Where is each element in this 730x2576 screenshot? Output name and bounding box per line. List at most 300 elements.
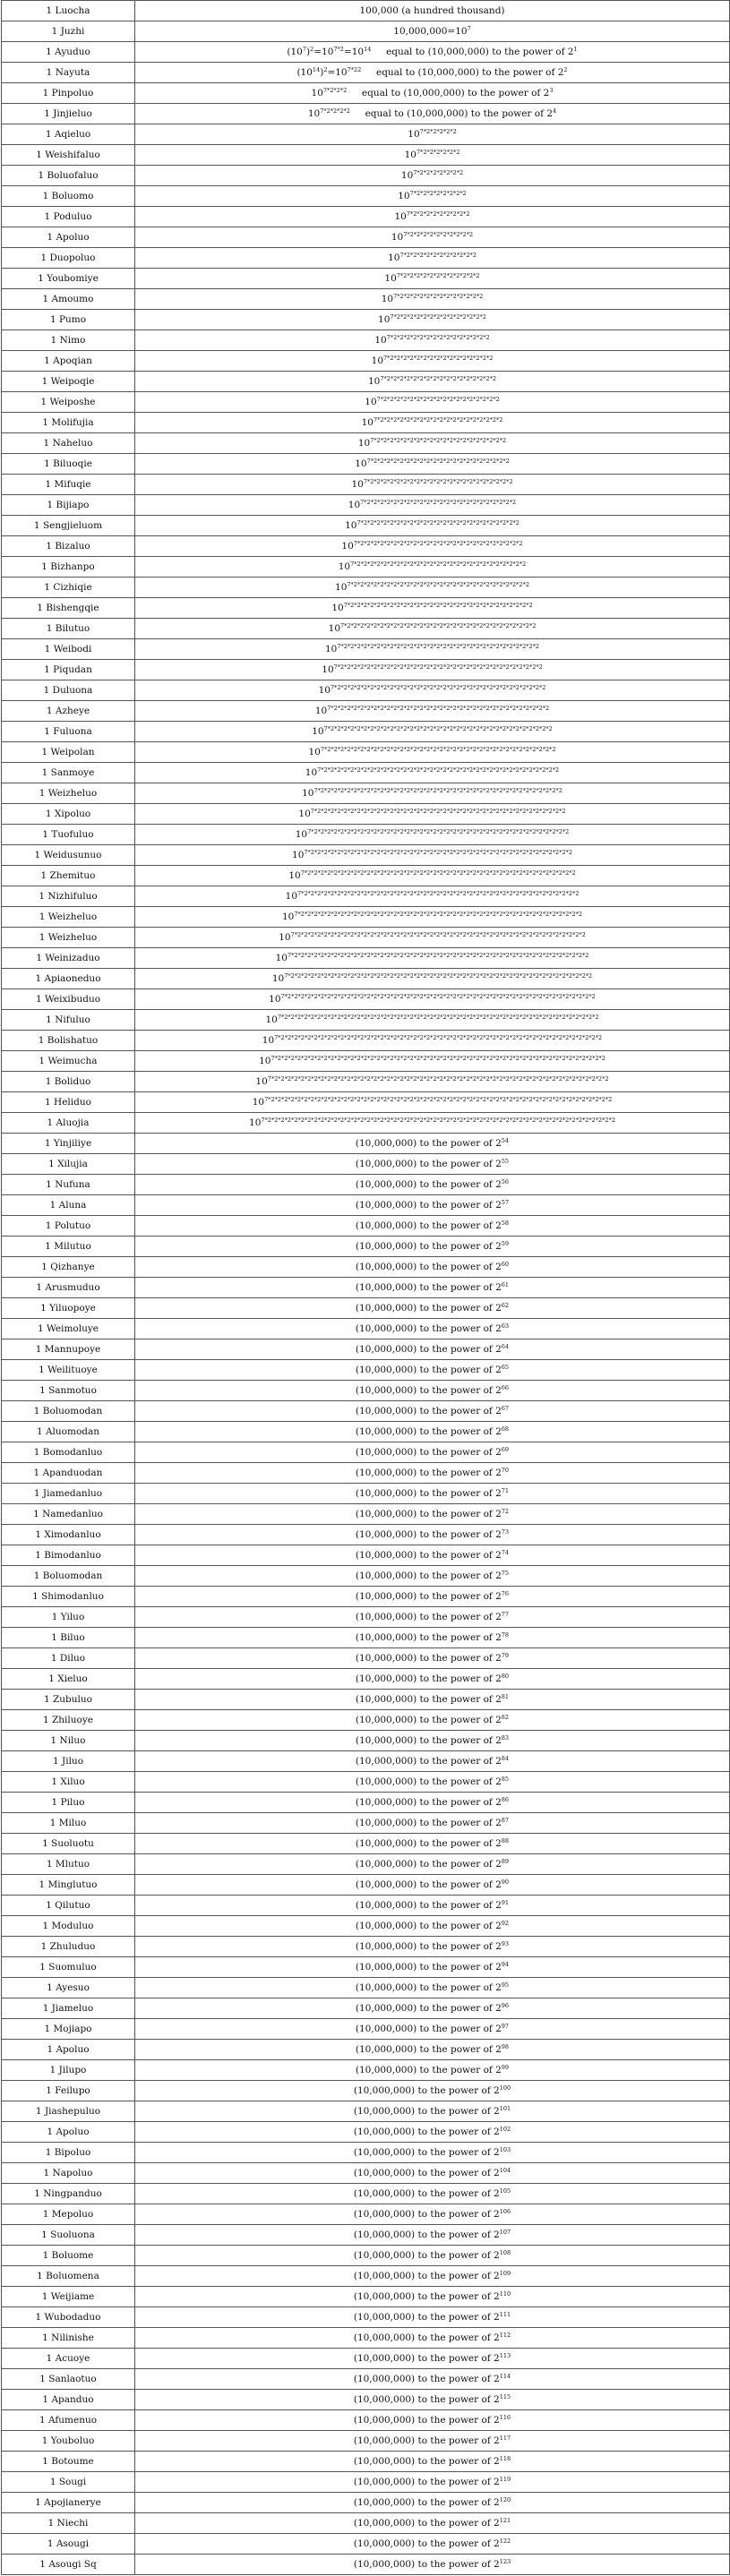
- table-row: [2, 516, 730, 536]
- unit-value-cell: (10,000,000) to the power of $2^{115}$: [135, 2390, 730, 2410]
- table-row: [2, 1072, 730, 1092]
- table-row: [2, 2081, 730, 2101]
- table-row: [2, 1154, 730, 1175]
- unit-name-cell: 1 Weishifaluo: [2, 145, 135, 166]
- unit-value-cell: (10,000,000) to the power of $2^{65}$: [135, 1360, 730, 1381]
- unit-name-cell: 1 Luocha: [2, 1, 135, 21]
- unit-name-cell: 1 Jiashepuluo: [2, 2101, 135, 2122]
- table-row: [2, 2534, 730, 2555]
- unit-name-cell: 1 Nilinishe: [2, 2328, 135, 2349]
- unit-name-cell: 1 Boliduo: [2, 1072, 135, 1092]
- table-row: [2, 269, 730, 289]
- unit-name-cell: 1 Qilutuo: [2, 1896, 135, 1916]
- unit-value-cell: (10,000,000) to the power of $2^{105}$: [135, 2184, 730, 2204]
- table-row: [2, 1134, 730, 1154]
- unit-name-cell: 1 Sengjieluom: [2, 516, 135, 536]
- unit-name-cell: 1 Bomodanluo: [2, 1442, 135, 1463]
- table-row: [2, 2204, 730, 2225]
- unit-value-cell: (10,000,000) to the power of $2^{88}$: [135, 1834, 730, 1854]
- unit-name-cell: 1 Molifujia: [2, 413, 135, 433]
- unit-name-cell: 1 Niechi: [2, 2513, 135, 2534]
- unit-value-cell: $10^{7*2*2*2*2*2*2*2*2*2*2*2*2*2*2*2*2*2*2*2*2*2*2*2*2*2*2*2*2*2*2*2*2*2*2*2*2*2*2*2*2}$: [135, 845, 730, 866]
- table-row: [2, 1669, 730, 1690]
- unit-name-cell: 1 Nifuluo: [2, 1010, 135, 1031]
- table-row: [2, 1854, 730, 1875]
- unit-name-cell: 1 Weipoqie: [2, 372, 135, 392]
- unit-value-cell: $10^{7*2*2*2*2*2*2*2*2*2*2*2*2*2*2*2*2*2*2*2*2*2*2*2*2*2*2*2*2*2*2*2*2*2*2*2*2*2*2*2*2*2*2*2*2*2*2}$: [135, 969, 730, 989]
- unit-value-cell: $10^{7*2*2*2*2*2*2*2*2}$: [135, 186, 730, 207]
- unit-name-cell: 1 Apanduo: [2, 2390, 135, 2410]
- unit-value-cell: (10,000,000) to the power of $2^{72}$: [135, 1504, 730, 1525]
- unit-value-cell: $10^{7*2*2*2*2*2*2*2*2*2*2*2*2*2*2*2*2*2*2*2*2*2*2*2*2*2*2*2*2*2*2*2}$: [135, 660, 730, 680]
- unit-name-cell: 1 Aluojia: [2, 1113, 135, 1134]
- table-row: [2, 454, 730, 475]
- unit-name-cell: 1 Jiluo: [2, 1751, 135, 1772]
- table-row: [2, 2493, 730, 2513]
- unit-name-cell: 1 Asougi Sq: [2, 2555, 135, 2575]
- unit-value-cell: (10,000,000) to the power of $2^{123}$: [135, 2555, 730, 2575]
- table-row: [2, 145, 730, 166]
- table-row: [2, 1216, 730, 1237]
- unit-value-cell: $10^{7*2*2*2*2*2*2*2*2*2*2*2*2*2*2*2*2*2*2*2*2*2*2*2*2*2*2*2*2*2*2*2*2*2*2*2}$: [135, 742, 730, 763]
- unit-value-cell: (10,000,000) to the power of $2^{69}$: [135, 1442, 730, 1463]
- unit-value-cell: $10^{7*2*2*2*2*2*2*2*2*2*2*2*2*2*2*2*2*2*2*2*2*2*2*2*2*2*2*2*2*2*2*2*2*2*2*2*2*2*2*2*2*2}$: [135, 866, 730, 886]
- unit-name-cell: 1 Xiluo: [2, 1772, 135, 1793]
- unit-name-cell: 1 Biluo: [2, 1628, 135, 1648]
- table-row: [2, 2307, 730, 2328]
- unit-name-cell: 1 Boluofaluo: [2, 166, 135, 186]
- unit-value-cell: (10,000,000) to the power of $2^{92}$: [135, 1916, 730, 1937]
- unit-value-cell: (10,000,000) to the power of $2^{64}$: [135, 1339, 730, 1360]
- unit-name-cell: 1 Bijiapo: [2, 495, 135, 516]
- unit-value-cell: (10,000,000) to the power of $2^{101}$: [135, 2101, 730, 2122]
- unit-value-cell: $10^{7*2*2*2*2*2*2*2*2*2*2*2*2*2*2}$: [135, 310, 730, 330]
- unit-value-cell: (10,000,000) to the power of $2^{122}$: [135, 2534, 730, 2555]
- table-row: [2, 475, 730, 495]
- unit-name-cell: 1 Boluome: [2, 2246, 135, 2266]
- table-row: [2, 1875, 730, 1896]
- unit-value-cell: $10^{7*2*2*2*2*2*2*2*2*2*2*2}$: [135, 248, 730, 269]
- unit-value-cell: $10,000,000=10^7$: [135, 21, 730, 42]
- unit-value-cell: $10^{7*2*2*2*2*2*2*2*2*2*2*2*2*2*2*2*2*2*2*2*2*2*2*2*2*2*2*2*2*2*2*2*2*2*2*2*2*2*2}$: [135, 804, 730, 825]
- unit-name-cell: 1 Shimodanluo: [2, 1587, 135, 1607]
- unit-value-cell: $10^{7*2*2*2*2*2*2*2*2*2*2*2*2*2*2*2*2*2*2*2*2*2*2*2*2*2*2*2*2*2*2*2*2*2*2*2*2*2*2*2*2*2*2*2*2*2*2*2}$: [135, 989, 730, 1010]
- unit-value-cell: $10^{7*2*2*2*2*2*2*2*2*2*2*2*2*2*2*2*2*2*2*2*2}$: [135, 433, 730, 454]
- table-row: [2, 2019, 730, 2040]
- unit-value-cell: $10^{7*2*2*2*2*2*2*2*2*2*2*2*2*2*2*2*2*2*2*2*2*2}$: [135, 454, 730, 475]
- table-row: [2, 1237, 730, 1257]
- unit-value-cell: (10,000,000) to the power of $2^{102}$: [135, 2122, 730, 2143]
- table-row: [2, 21, 730, 42]
- unit-value-cell: $10^{7*2*2*2*2*2*2*2*2*2*2*2*2*2}$: [135, 289, 730, 310]
- unit-value-cell: (10,000,000) to the power of $2^{73}$: [135, 1525, 730, 1545]
- unit-name-cell: 1 Zhuluduo: [2, 1937, 135, 1957]
- unit-name-cell: 1 Bizhanpo: [2, 557, 135, 578]
- unit-name-cell: 1 Nizhifuluo: [2, 886, 135, 907]
- table-row: [2, 1978, 730, 1998]
- unit-name-cell: 1 Apoqian: [2, 351, 135, 372]
- unit-value-cell: (10,000,000) to the power of $2^{116}$: [135, 2410, 730, 2431]
- unit-value-cell: $10^{7*2*2*2*2*2*2*2*2*2*2*2*2*2*2*2*2*2*2*2*2*2*2*2*2*2*2}$: [135, 557, 730, 578]
- table-row: [2, 619, 730, 639]
- unit-value-cell: (10,000,000) to the power of $2^{58}$: [135, 1216, 730, 1237]
- unit-name-cell: 1 Apoluo: [2, 2040, 135, 2060]
- unit-value-cell: $10^{7*2*2*2*2*2*2*2*2*2*2*2*2*2*2*2*2*2*2*2*2*2*2*2}$: [135, 495, 730, 516]
- unit-name-cell: 1 Jiameluo: [2, 1998, 135, 2019]
- unit-value-cell: $10^{7*2*2*2*2*2*2*2*2*2*2*2*2*2*2*2*2*2*2*2*2*2*2*2*2*2*2*2*2*2*2*2*2*2*2*2*2*2*2*2*2*2*2*2*2*2}$: [135, 948, 730, 969]
- unit-value-cell: (10,000,000) to the power of $2^{112}$: [135, 2328, 730, 2349]
- unit-value-cell: (10,000,000) to the power of $2^{78}$: [135, 1628, 730, 1648]
- unit-name-cell: 1 Weinizaduo: [2, 948, 135, 969]
- unit-name-cell: 1 Bizaluo: [2, 536, 135, 557]
- unit-value-cell: (10,000,000) to the power of $2^{91}$: [135, 1896, 730, 1916]
- table-row: [2, 1031, 730, 1051]
- unit-value-cell: (10,000,000) to the power of $2^{93}$: [135, 1937, 730, 1957]
- unit-value-cell: (10,000,000) to the power of $2^{71}$: [135, 1484, 730, 1504]
- unit-name-cell: 1 Wubodaduo: [2, 2307, 135, 2328]
- table-row: [2, 2060, 730, 2081]
- table-row: [2, 1525, 730, 1545]
- unit-name-cell: 1 Minglutuo: [2, 1875, 135, 1896]
- table-row: [2, 1463, 730, 1484]
- table-row: [2, 1442, 730, 1463]
- table-row: [2, 804, 730, 825]
- unit-name-cell: 1 Botoume: [2, 2452, 135, 2472]
- unit-name-cell: 1 Ximodanluo: [2, 1525, 135, 1545]
- table-row: [2, 186, 730, 207]
- unit-name-cell: 1 Suoluona: [2, 2225, 135, 2246]
- table-row: [2, 2122, 730, 2143]
- unit-name-cell: 1 Weizheluo: [2, 928, 135, 948]
- table-row: [2, 1937, 730, 1957]
- unit-value-cell: (10,000,000) to the power of $2^{75}$: [135, 1566, 730, 1587]
- unit-name-cell: 1 Bishengqie: [2, 598, 135, 619]
- unit-value-cell: (10,000,000) to the power of $2^{109}$: [135, 2266, 730, 2287]
- unit-value-cell: (10,000,000) to the power of $2^{82}$: [135, 1710, 730, 1731]
- unit-name-cell: 1 Arusmuduo: [2, 1278, 135, 1298]
- unit-name-cell: 1 Heliduo: [2, 1092, 135, 1113]
- unit-value-cell: (10,000,000) to the power of $2^{106}$: [135, 2204, 730, 2225]
- unit-name-cell: 1 Tuofuluo: [2, 825, 135, 845]
- table-row: [2, 2040, 730, 2060]
- table-row: [2, 866, 730, 886]
- unit-value-cell: (10,000,000) to the power of $2^{76}$: [135, 1587, 730, 1607]
- table-row: [2, 2246, 730, 2266]
- table-row: [2, 948, 730, 969]
- table-row: [2, 1793, 730, 1813]
- unit-value-cell: (10,000,000) to the power of $2^{89}$: [135, 1854, 730, 1875]
- unit-value-cell: (10,000,000) to the power of $2^{56}$: [135, 1175, 730, 1195]
- unit-value-cell: (10,000,000) to the power of $2^{61}$: [135, 1278, 730, 1298]
- unit-value-cell: $10^{7*2*2*2*2*2*2*2*2*2*2*2*2*2*2*2*2*2*2*2}$: [135, 413, 730, 433]
- table-row: [2, 701, 730, 722]
- unit-value-cell: $10^{7*2*2*2*2*2*2*2*2*2}$: [135, 207, 730, 227]
- unit-value-cell: $10^{7*2*2*2*2*2*2*2*2*2*2*2*2*2*2*2*2*2*2*2*2*2*2*2*2*2*2*2*2*2*2*2*2*2*2*2*2*2*2*2*2*2*2*2*2*2*2*2*2*2*2}$: [135, 1051, 730, 1072]
- unit-name-cell: 1 Zhiluoye: [2, 1710, 135, 1731]
- table-row: [2, 1422, 730, 1442]
- unit-name-cell: 1 Weixibuduo: [2, 989, 135, 1010]
- table-row: [2, 2369, 730, 2390]
- unit-table-body: [2, 1, 730, 2575]
- unit-value-cell: (10,000,000) to the power of $2^{66}$: [135, 1381, 730, 1401]
- unit-value-cell: (10,000,000) to the power of $2^{119}$: [135, 2472, 730, 2493]
- unit-value-cell: $10^{7*2*2*2*2}$ equal to (10,000,000) to the power of $2^4$: [135, 104, 730, 124]
- table-row: [2, 2266, 730, 2287]
- unit-value-cell: (10,000,000) to the power of $2^{94}$: [135, 1957, 730, 1978]
- unit-name-cell: 1 Weimoluye: [2, 1319, 135, 1339]
- table-row: [2, 1731, 730, 1751]
- table-row: [2, 433, 730, 454]
- unit-value-cell: (10,000,000) to the power of $2^{87}$: [135, 1813, 730, 1834]
- table-row: [2, 1690, 730, 1710]
- table-row: [2, 1545, 730, 1566]
- unit-name-cell: 1 Nayuta: [2, 63, 135, 83]
- unit-value-cell: (10,000,000) to the power of $2^{99}$: [135, 2060, 730, 2081]
- unit-name-cell: 1 Boluomena: [2, 2266, 135, 2287]
- unit-name-cell: 1 Mepoluo: [2, 2204, 135, 2225]
- table-row: [2, 372, 730, 392]
- table-row: [2, 763, 730, 783]
- unit-name-cell: 1 Pumo: [2, 310, 135, 330]
- unit-value-cell: $10^{7*2*2*2*2*2*2*2*2*2*2*2*2*2*2*2*2*2*2*2*2*2*2*2*2*2*2*2*2*2*2*2*2*2*2*2*2*2*2*2*2*2*2*2*2}$: [135, 928, 730, 948]
- unit-value-cell: $(10^{14})^2=10^{7*22}$ equal to (10,000,000) to the power of $2^2$: [135, 63, 730, 83]
- unit-name-cell: 1 Biluoqie: [2, 454, 135, 475]
- unit-name-cell: 1 Xilujia: [2, 1154, 135, 1175]
- table-row: [2, 1957, 730, 1978]
- unit-value-cell: (10,000,000) to the power of $2^{67}$: [135, 1401, 730, 1422]
- unit-name-cell: 1 Juzhi: [2, 21, 135, 42]
- unit-value-cell: (10,000,000) to the power of $2^{86}$: [135, 1793, 730, 1813]
- table-row: [2, 1566, 730, 1587]
- unit-value-cell: (10,000,000) to the power of $2^{60}$: [135, 1257, 730, 1278]
- table-row: [2, 124, 730, 145]
- unit-value-cell: $10^{7*2*2*2*2*2}$: [135, 124, 730, 145]
- table-row: [2, 166, 730, 186]
- unit-value-cell: (10,000,000) to the power of $2^{104}$: [135, 2163, 730, 2184]
- table-row: [2, 1751, 730, 1772]
- unit-name-cell: 1 Moduluo: [2, 1916, 135, 1937]
- unit-value-cell: $10^{7*2*2*2*2*2*2*2*2*2*2}$: [135, 227, 730, 248]
- unit-name-cell: 1 Weizheluo: [2, 907, 135, 928]
- unit-value-cell: $10^{7*2*2*2*2*2*2*2*2*2*2*2*2*2*2*2*2*2*2*2*2*2*2*2*2*2*2*2*2*2*2*2*2*2*2*2*2*2*2*2*2*2*2*2*2*2*2*2*2*2*2*2*2}$: [135, 1092, 730, 1113]
- table-row: [2, 2328, 730, 2349]
- unit-value-cell: (10,000,000) to the power of $2^{113}$: [135, 2349, 730, 2369]
- unit-name-cell: 1 Nufuna: [2, 1175, 135, 1195]
- unit-name-cell: 1 Sanmotuo: [2, 1381, 135, 1401]
- unit-name-cell: 1 Youboluo: [2, 2431, 135, 2452]
- unit-name-cell: 1 Aluomodan: [2, 1422, 135, 1442]
- table-row: [2, 907, 730, 928]
- table-row: [2, 63, 730, 83]
- unit-name-cell: 1 Xipoluo: [2, 804, 135, 825]
- unit-name-cell: 1 Cizhiqie: [2, 578, 135, 598]
- table-row: [2, 1319, 730, 1339]
- table-row: [2, 825, 730, 845]
- unit-name-cell: 1 Bilutuo: [2, 619, 135, 639]
- unit-name-cell: 1 Niluo: [2, 1731, 135, 1751]
- unit-value-cell: (10,000,000) to the power of $2^{79}$: [135, 1648, 730, 1669]
- unit-name-cell: 1 Weibodi: [2, 639, 135, 660]
- table-row: [2, 2287, 730, 2307]
- unit-value-cell: (10,000,000) to the power of $2^{120}$: [135, 2493, 730, 2513]
- table-row: [2, 330, 730, 351]
- unit-value-cell: (10,000,000) to the power of $2^{108}$: [135, 2246, 730, 2266]
- unit-name-cell: 1 Diluo: [2, 1648, 135, 1669]
- table-row: [2, 42, 730, 63]
- unit-name-cell: 1 Boluomodan: [2, 1566, 135, 1587]
- unit-value-cell: (10,000,000) to the power of $2^{98}$: [135, 2040, 730, 2060]
- unit-value-cell: $10^{7*2*2*2*2*2*2*2*2*2*2*2*2*2*2*2*2*2*2*2*2*2*2*2*2*2*2*2*2*2*2*2*2*2*2*2*2*2*2*2*2*2*2*2*2*2*2*2*2*2*2*2}$: [135, 1072, 730, 1092]
- unit-value-cell: (10,000,000) to the power of $2^{85}$: [135, 1772, 730, 1793]
- unit-name-cell: 1 Weilituoye: [2, 1360, 135, 1381]
- table-row: [2, 207, 730, 227]
- unit-value-cell: $10^{7*2*2*2*2*2*2*2*2*2*2*2*2*2*2*2}$: [135, 330, 730, 351]
- unit-name-cell: 1 Naheluo: [2, 433, 135, 454]
- table-row: [2, 2390, 730, 2410]
- unit-value-cell: (10,000,000) to the power of $2^{95}$: [135, 1978, 730, 1998]
- table-row: [2, 1710, 730, 1731]
- table-row: [2, 783, 730, 804]
- unit-value-cell: (10,000,000) to the power of $2^{96}$: [135, 1998, 730, 2019]
- unit-value-cell: $10^{7*2*2*2*2*2*2*2*2*2*2*2*2*2*2*2*2*2*2*2*2*2*2*2*2*2*2*2*2*2*2*2*2*2*2*2*2*2*2*2*2*2*2*2*2*2*2*2*2*2*2*2*2*2}$: [135, 1113, 730, 1134]
- table-row: [2, 2431, 730, 2452]
- unit-name-cell: 1 Apoluo: [2, 2122, 135, 2143]
- unit-name-cell: 1 Jilupo: [2, 2060, 135, 2081]
- unit-name-cell: 1 Yiluopoye: [2, 1298, 135, 1319]
- table-row: [2, 578, 730, 598]
- unit-name-cell: 1 Apanduodan: [2, 1463, 135, 1484]
- unit-name-cell: 1 Namedanluo: [2, 1504, 135, 1525]
- unit-value-cell: (10,000,000) to the power of $2^{107}$: [135, 2225, 730, 2246]
- table-row: [2, 2472, 730, 2493]
- unit-value-cell: $10^{7*2*2*2*2*2*2*2*2*2*2*2*2*2*2*2*2*2*2}$: [135, 392, 730, 413]
- unit-value-cell: (10,000,000) to the power of $2^{59}$: [135, 1237, 730, 1257]
- table-row: [2, 351, 730, 372]
- table-row: [2, 1360, 730, 1381]
- unit-value-cell: $10^{7*2*2*2*2*2*2*2*2*2*2*2*2*2*2*2*2*2*2*2*2*2*2*2*2*2*2*2}$: [135, 578, 730, 598]
- unit-value-cell: (10,000,000) to the power of $2^{74}$: [135, 1545, 730, 1566]
- unit-value-cell: $10^{7*2*2*2*2*2*2*2*2*2*2*2*2*2*2*2*2*2*2*2*2*2*2*2*2*2}$: [135, 536, 730, 557]
- table-row: [2, 1051, 730, 1072]
- unit-value-cell: (10,000,000) to the power of $2^{90}$: [135, 1875, 730, 1896]
- unit-value-cell: (10,000,000) to the power of $2^{121}$: [135, 2513, 730, 2534]
- table-row: [2, 1587, 730, 1607]
- unit-name-cell: 1 Weizheluo: [2, 783, 135, 804]
- table-row: [2, 2101, 730, 2122]
- unit-name-cell: 1 Zhemituo: [2, 866, 135, 886]
- table-row: [2, 413, 730, 433]
- table-row: [2, 536, 730, 557]
- unit-value-cell: (10,000,000) to the power of $2^{55}$: [135, 1154, 730, 1175]
- unit-name-cell: 1 Qizhanye: [2, 1257, 135, 1278]
- unit-name-cell: 1 Yiluo: [2, 1607, 135, 1628]
- unit-value-cell: $10^{7*2*2*2*2*2*2*2*2*2*2*2*2*2*2*2*2*2*2*2*2*2*2*2*2*2*2*2*2*2*2*2*2*2*2*2*2*2*2*2*2*2*2*2}$: [135, 907, 730, 928]
- unit-value-cell: $10^{7*2*2*2*2*2*2*2*2*2*2*2*2*2*2*2*2}$: [135, 351, 730, 372]
- table-row: [2, 1834, 730, 1854]
- unit-value-cell: $10^{7*2*2*2*2*2*2}$: [135, 145, 730, 166]
- unit-value-cell: (10,000,000) to the power of $2^{97}$: [135, 2019, 730, 2040]
- table-row: [2, 2225, 730, 2246]
- table-row: [2, 969, 730, 989]
- table-row: [2, 1504, 730, 1525]
- table-row: [2, 2184, 730, 2204]
- unit-value-cell: $10^{7*2*2*2*2*2*2*2*2*2*2*2*2*2*2*2*2*2*2*2*2*2*2*2*2*2*2*2*2*2*2*2*2*2*2*2*2*2*2*2}$: [135, 825, 730, 845]
- unit-value-cell: (10,000,000) to the power of $2^{77}$: [135, 1607, 730, 1628]
- table-row: [2, 2143, 730, 2163]
- unit-name-cell: 1 Yinjiliye: [2, 1134, 135, 1154]
- table-row: [2, 248, 730, 269]
- unit-name-cell: 1 Azheye: [2, 701, 135, 722]
- table-row: [2, 989, 730, 1010]
- unit-value-cell: (10,000,000) to the power of $2^{70}$: [135, 1463, 730, 1484]
- unit-value-cell: (10,000,000) to the power of $2^{62}$: [135, 1298, 730, 1319]
- unit-name-cell: 1 Ayuduo: [2, 42, 135, 63]
- table-row: [2, 104, 730, 124]
- table-row: [2, 495, 730, 516]
- table-row: [2, 1175, 730, 1195]
- table-row: [2, 1010, 730, 1031]
- unit-value-cell: (10,000,000) to the power of $2^{68}$: [135, 1422, 730, 1442]
- table-row: [2, 680, 730, 701]
- unit-name-cell: 1 Fuluona: [2, 722, 135, 742]
- table-row: [2, 1339, 730, 1360]
- unit-name-cell: 1 Weijiame: [2, 2287, 135, 2307]
- unit-value-cell: (10,000,000) to the power of $2^{110}$: [135, 2287, 730, 2307]
- unit-value-cell: (10,000,000) to the power of $2^{118}$: [135, 2452, 730, 2472]
- unit-value-cell: $10^{7*2*2*2*2*2*2*2*2*2*2*2*2*2*2*2*2*2*2*2*2*2*2*2*2*2*2*2*2*2*2*2*2*2}$: [135, 701, 730, 722]
- unit-name-cell: 1 Weiposhe: [2, 392, 135, 413]
- table-row: [2, 598, 730, 619]
- unit-name-cell: 1 Poduluo: [2, 207, 135, 227]
- table-row: [2, 2163, 730, 2184]
- table-row: [2, 928, 730, 948]
- unit-value-cell: $10^{7*2*2*2*2*2*2*2*2*2*2*2*2}$: [135, 269, 730, 289]
- table-row: [2, 845, 730, 866]
- unit-name-cell: 1 Zubuluo: [2, 1690, 135, 1710]
- table-row: [2, 1113, 730, 1134]
- unit-value-cell: (10,000,000) to the power of $2^{117}$: [135, 2431, 730, 2452]
- unit-name-cell: 1 Boluomodan: [2, 1401, 135, 1422]
- table-row: [2, 2410, 730, 2431]
- table-row: [2, 1998, 730, 2019]
- unit-value-cell: (10,000,000) to the power of $2^{83}$: [135, 1731, 730, 1751]
- table-row: [2, 2349, 730, 2369]
- unit-name-cell: 1 Xieluo: [2, 1669, 135, 1690]
- unit-value-cell: $(10^7)^2=10^{7*2}=10^{14}$ equal to (10,000,000) to the power of $2^1$: [135, 42, 730, 63]
- table-row: [2, 2555, 730, 2575]
- unit-name-cell: 1 Polutuo: [2, 1216, 135, 1237]
- unit-value-cell: (10,000,000) to the power of $2^{103}$: [135, 2143, 730, 2163]
- unit-value-cell: (10,000,000) to the power of $2^{63}$: [135, 1319, 730, 1339]
- table-row: [2, 310, 730, 330]
- unit-name-cell: 1 Weipolan: [2, 742, 135, 763]
- unit-name-cell: 1 Mannupoye: [2, 1339, 135, 1360]
- unit-name-cell: 1 Ayesuo: [2, 1978, 135, 1998]
- unit-value-cell: $10^{7*2*2*2*2*2*2*2*2*2*2*2*2*2*2*2*2*2*2*2*2*2*2*2*2*2*2*2*2*2*2*2*2*2*2*2*2*2*2*2*2*2*2*2*2*2*2*2*2}$: [135, 1010, 730, 1031]
- unit-value-cell: (10,000,000) to the power of $2^{111}$: [135, 2307, 730, 2328]
- unit-value-cell: $10^{7*2*2*2*2*2*2*2*2*2*2*2*2*2*2*2*2*2*2*2*2*2*2*2*2*2*2*2*2*2}$: [135, 619, 730, 639]
- unit-name-cell: 1 Piluo: [2, 1793, 135, 1813]
- table-row: [2, 742, 730, 763]
- unit-name-cell: 1 Aluna: [2, 1195, 135, 1216]
- unit-value-cell: (10,000,000) to the power of $2^{100}$: [135, 2081, 730, 2101]
- table-row: [2, 1916, 730, 1937]
- table-row: [2, 722, 730, 742]
- unit-name-cell: 1 Afumenuo: [2, 2410, 135, 2431]
- table-row: [2, 1298, 730, 1319]
- unit-name-cell: 1 Duopoluo: [2, 248, 135, 269]
- unit-name-cell: 1 Jinjieluo: [2, 104, 135, 124]
